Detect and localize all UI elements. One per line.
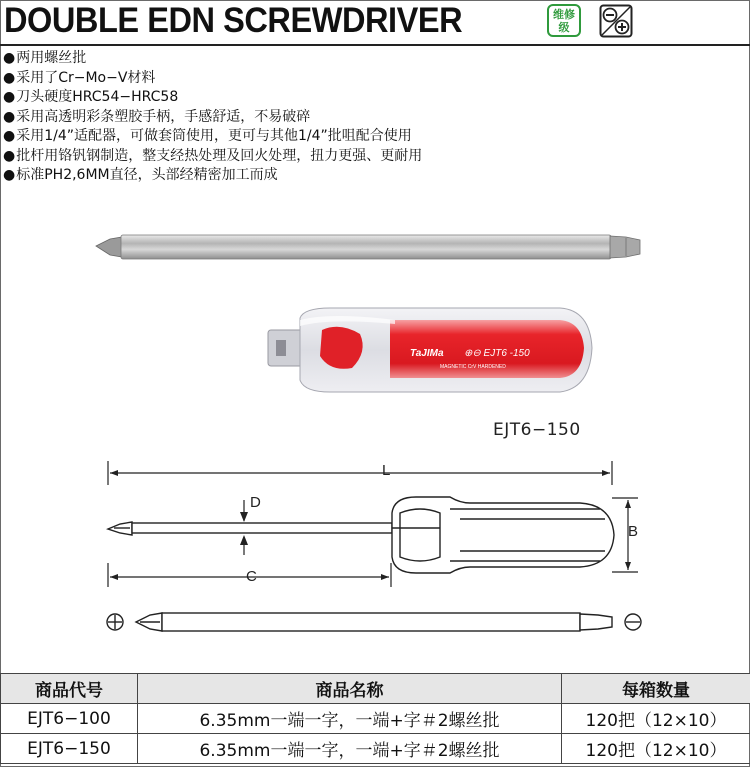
badge-line-1: 维修: [553, 8, 575, 21]
cell-name: 6.35mm一端一字，一端+字＃2螺丝批: [138, 734, 562, 764]
bit-outline: [107, 613, 641, 631]
column-header-name: 商品名称: [138, 674, 562, 704]
feature-item: ● 采用1/4”适配器，可做套筒使用，更可与其他1/4”批咀配合使用: [3, 127, 422, 147]
feature-item: ● 采用了Cr−Mo−V材料: [3, 69, 422, 89]
driver-outline-side: [108, 497, 614, 573]
handle-model: ⊕⊖ EJT6 -150: [464, 348, 530, 359]
column-header-code: 商品代号: [1, 674, 138, 704]
cell-code: EJT6−150: [1, 734, 138, 764]
badge-line-2: 级: [558, 21, 570, 34]
column-header-quantity: 每箱数量: [562, 674, 750, 704]
dimension-label-d: D: [250, 494, 261, 511]
cell-name: 6.35mm一端一字，一端+字＃2螺丝批: [138, 704, 562, 734]
handle-brand: TaJIMa: [410, 348, 444, 359]
handle-small-print: MAGNETIC CrV HARDENED: [440, 364, 506, 370]
cell-code: EJT6−100: [1, 704, 138, 734]
product-model-caption: EJT6−150: [493, 420, 581, 440]
feature-item: ● 刀头硬度HRC54−HRC58: [3, 88, 422, 108]
cell-quantity: 120把（12×10）: [562, 704, 750, 734]
table-row: [1, 704, 750, 734]
spec-table: [0, 673, 750, 764]
dimension-label-l: L: [382, 462, 391, 479]
feature-item: ● 两用螺丝批: [3, 49, 422, 69]
table-header-row: [1, 674, 750, 704]
feature-item: ● 批杆用铬钒钢制造，整支经热处理及回火处理，扭力更强、更耐用: [3, 147, 422, 167]
table-row: [1, 734, 750, 764]
screwdriver-bit-shaft: [96, 235, 640, 259]
dimension-label-c: C: [246, 568, 257, 585]
page-title: DOUBLE EDN SCREWDRIVER: [4, 1, 463, 40]
feature-item: ● 采用高透明彩条塑胶手柄，手感舒适，不易破碎: [3, 108, 422, 128]
feature-item: ● 标准PH2,6MM直径，头部经精密加工而成: [3, 166, 422, 186]
dimension-drawing: [0, 455, 750, 675]
cell-quantity: 120把（12×10）: [562, 734, 750, 764]
dimension-label-b: B: [628, 523, 639, 540]
